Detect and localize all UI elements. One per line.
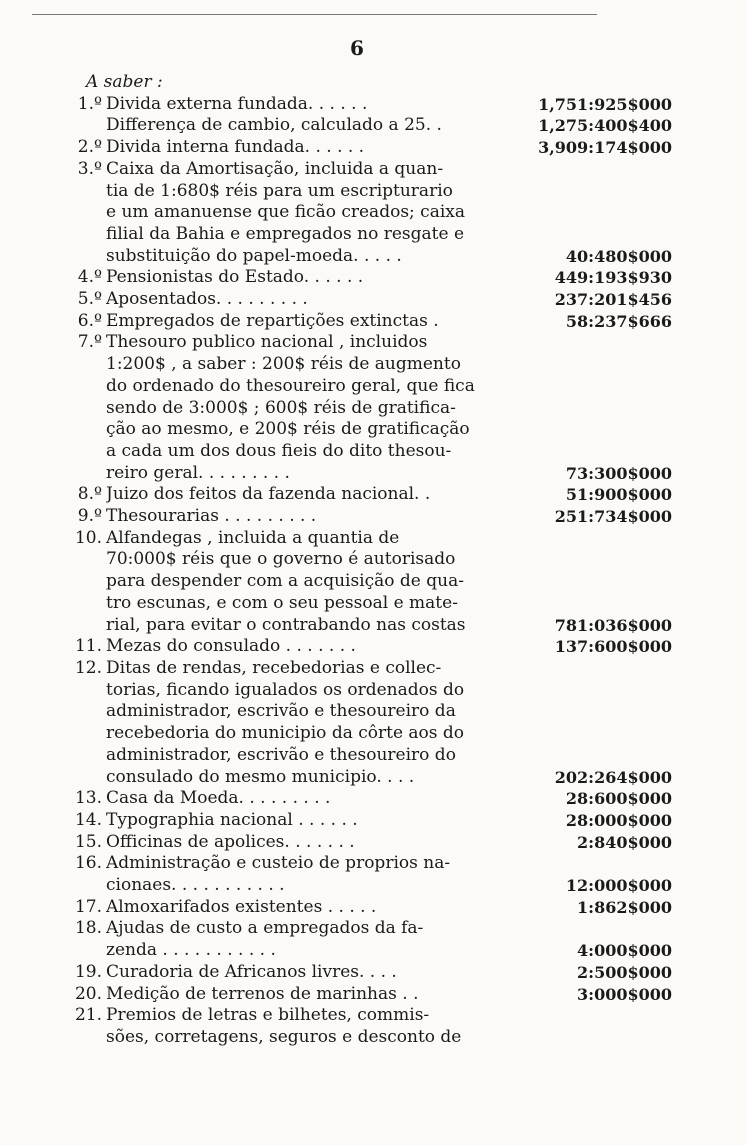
item-amount: 4:000$000	[577, 941, 672, 961]
item-text	[106, 962, 494, 984]
item-number: 5.º	[77, 289, 102, 310]
item-description	[62, 311, 494, 333]
item-number: 1.º	[77, 93, 102, 114]
budget-item	[62, 810, 672, 832]
item-amount: 40:480$000	[565, 246, 672, 266]
item-number	[62, 115, 106, 137]
item-text	[106, 137, 494, 159]
item-amount: 2:500$000	[577, 962, 672, 982]
budget-item	[62, 137, 672, 159]
item-line: Aposentados. . . . . . . . .	[106, 289, 308, 310]
item-text	[106, 311, 494, 333]
item-amount: 28:000$000	[565, 810, 672, 830]
item-description	[62, 918, 494, 961]
item-amount: 2:840$000	[577, 832, 672, 852]
item-description	[62, 853, 494, 896]
item-description	[62, 810, 494, 832]
item-amount: 251:734$000	[554, 507, 672, 527]
item-description	[62, 528, 494, 637]
budget-item	[62, 484, 672, 506]
item-line: tia de 1:680$ réis para um escripturario	[106, 180, 453, 201]
item-text	[106, 94, 494, 116]
item-line: Almoxarifados existentes . . . . .	[106, 896, 377, 917]
item-amount: 1,751:925$000	[538, 94, 672, 114]
item-line: Thesouro publico nacional , incluidos	[106, 332, 428, 353]
item-text	[106, 636, 494, 658]
item-line: Ajudas de custo a empregados da fa-	[106, 918, 424, 939]
intro-heading: A saber :	[86, 72, 163, 92]
item-line: recebedoria do municipio da côrte aos do	[106, 723, 465, 744]
item-line: Administração e custeio de proprios na-	[106, 853, 451, 874]
item-description	[62, 94, 494, 116]
budget-item	[62, 1005, 672, 1048]
item-number: 19.	[74, 961, 102, 982]
item-line: para despender com a acquisição de qua-	[106, 571, 464, 592]
item-number: 16.	[74, 853, 102, 874]
item-text	[106, 332, 494, 484]
item-line: Officinas de apolices. . . . . . .	[106, 831, 355, 852]
item-line: Empregados de repartições extinctas .	[106, 310, 439, 331]
item-number: 14.	[74, 809, 102, 830]
item-amount: 237:201$456	[554, 290, 672, 310]
item-line: Divida externa fundada. . . . . .	[106, 93, 368, 114]
budget-item	[62, 832, 672, 854]
item-text	[106, 984, 494, 1006]
item-amount: 3,909:174$000	[538, 138, 672, 158]
item-line: Curadoria de Africanos livres. . . .	[106, 961, 397, 982]
item-number: 17.	[74, 896, 102, 917]
item-line: Thesourarias . . . . . . . . .	[106, 506, 317, 527]
budget-item	[62, 962, 672, 984]
budget-list	[62, 72, 672, 1049]
item-description	[62, 897, 494, 919]
budget-item	[62, 897, 672, 919]
item-text	[106, 658, 494, 788]
budget-item	[62, 984, 672, 1006]
budget-item	[62, 332, 672, 484]
item-line: sendo de 3:000$ ; 600$ réis de gratifica-	[106, 397, 456, 418]
item-line: administrador, escrivão e thesoureiro da	[106, 701, 456, 722]
item-description	[62, 115, 494, 137]
budget-item	[62, 289, 672, 311]
budget-item	[62, 918, 672, 961]
item-line: Differença de cambio, calculado a 25. .	[106, 115, 442, 136]
item-text	[106, 853, 494, 896]
item-line: Typographia nacional . . . . . .	[106, 809, 358, 830]
item-text	[106, 289, 494, 311]
budget-item	[62, 853, 672, 896]
page-number: 6	[350, 36, 364, 60]
item-text	[106, 1005, 494, 1048]
item-description	[62, 1005, 494, 1048]
item-line: rial, para evitar o contrabando nas costas	[106, 614, 466, 635]
item-number: 4.º	[77, 267, 102, 288]
item-line: Mezas do consulado . . . . . . .	[106, 636, 356, 657]
item-description	[62, 984, 494, 1006]
item-description	[62, 506, 494, 528]
item-number: 9.º	[77, 506, 102, 527]
item-number: 7.º	[77, 332, 102, 353]
item-text	[106, 159, 494, 268]
budget-item	[62, 528, 672, 637]
item-amount: 137:600$000	[554, 637, 672, 657]
item-line: Caixa da Amortisação, incluida a quan-	[106, 158, 444, 179]
item-line: 1:200$ , a saber : 200$ réis de augmento	[106, 354, 461, 375]
item-description	[62, 289, 494, 311]
item-line: substituição do papel-moeda. . . . .	[106, 245, 402, 266]
item-line: 70:000$ réis que o governo é autorisado	[106, 549, 456, 570]
item-line: a cada um dos dous fieis do dito thesou-	[106, 440, 452, 461]
item-line: cionaes. . . . . . . . . . .	[106, 875, 285, 896]
item-line: Alfandegas , incluida a quantia de	[106, 527, 400, 548]
item-line: Casa da Moeda. . . . . . . . .	[106, 788, 331, 809]
item-description	[62, 788, 494, 810]
item-number: 12.	[74, 657, 102, 678]
header-rule	[32, 14, 597, 15]
item-line: filial da Bahia e empregados no resgate e	[106, 223, 465, 244]
item-line: Premios de letras e bilhetes, commis-	[106, 1005, 430, 1026]
item-text	[106, 528, 494, 637]
item-amount: 449:193$930	[554, 268, 672, 288]
item-line: tro escunas, e com o seu pessoal e mate-	[106, 592, 458, 613]
item-description	[62, 137, 494, 159]
item-description	[62, 159, 494, 268]
item-description	[62, 267, 494, 289]
item-line: Pensionistas do Estado. . . . . .	[106, 267, 364, 288]
item-line: reiro geral. . . . . . . . .	[106, 462, 290, 483]
item-text	[106, 788, 494, 810]
item-number: 11.	[74, 636, 102, 657]
item-amount: 12:000$000	[565, 876, 672, 896]
item-line: Divida interna fundada. . . . . .	[106, 137, 365, 158]
item-text	[106, 115, 494, 137]
item-line: consulado do mesmo municipio. . . .	[106, 766, 415, 787]
item-line: do ordenado do thesoureiro geral, que fica	[106, 375, 475, 396]
item-text	[106, 506, 494, 528]
item-line: torias, ficando igualados os ordenados do	[106, 679, 465, 700]
item-number: 18.	[74, 918, 102, 939]
item-number: 6.º	[77, 310, 102, 331]
item-line: zenda . . . . . . . . . . .	[106, 940, 276, 961]
item-text	[106, 918, 494, 961]
budget-item	[62, 94, 672, 116]
item-amount: 73:300$000	[565, 463, 672, 483]
item-number: 2.º	[77, 137, 102, 158]
item-description	[62, 332, 494, 484]
item-line: Medição de terrenos de marinhas . .	[106, 983, 419, 1004]
item-number: 8.º	[77, 484, 102, 505]
items-container	[62, 94, 672, 1049]
budget-item	[62, 636, 672, 658]
item-line: administrador, escrivão e thesoureiro do	[106, 744, 456, 765]
item-amount: 1:862$000	[577, 897, 672, 917]
budget-item	[62, 267, 672, 289]
item-amount: 1,275:400$400	[538, 116, 672, 136]
item-line: Juizo dos feitos da fazenda nacional. .	[106, 484, 431, 505]
budget-item	[62, 788, 672, 810]
budget-item	[62, 506, 672, 528]
item-description	[62, 962, 494, 984]
item-text	[106, 484, 494, 506]
budget-item	[62, 311, 672, 333]
item-text	[106, 810, 494, 832]
item-description	[62, 484, 494, 506]
item-line: e um amanuense que ficão creados; caixa	[106, 202, 465, 223]
item-description	[62, 636, 494, 658]
item-text	[106, 897, 494, 919]
item-number: 13.	[74, 788, 102, 809]
item-number: 10.	[74, 527, 102, 548]
item-line: ção ao mesmo, e 200$ réis de gratificação	[106, 419, 470, 440]
item-number: 21.	[74, 1005, 102, 1026]
item-amount: 3:000$000	[577, 984, 672, 1004]
item-amount: 28:600$000	[565, 789, 672, 809]
item-text	[106, 832, 494, 854]
item-number: 20.	[74, 983, 102, 1004]
item-description	[62, 658, 494, 788]
item-text	[106, 267, 494, 289]
item-amount: 51:900$000	[565, 485, 672, 505]
item-amount: 781:036$000	[554, 615, 672, 635]
item-amount: 58:237$666	[565, 311, 672, 331]
item-line: Ditas de rendas, recebedorias e collec-	[106, 657, 442, 678]
item-description	[62, 832, 494, 854]
item-amount: 202:264$000	[554, 767, 672, 787]
budget-item	[62, 658, 672, 788]
item-number: 15.	[74, 831, 102, 852]
item-number: 3.º	[77, 158, 102, 179]
budget-item	[62, 159, 672, 268]
item-line: sões, corretagens, seguros e desconto de	[106, 1026, 462, 1047]
budget-item	[62, 115, 672, 137]
